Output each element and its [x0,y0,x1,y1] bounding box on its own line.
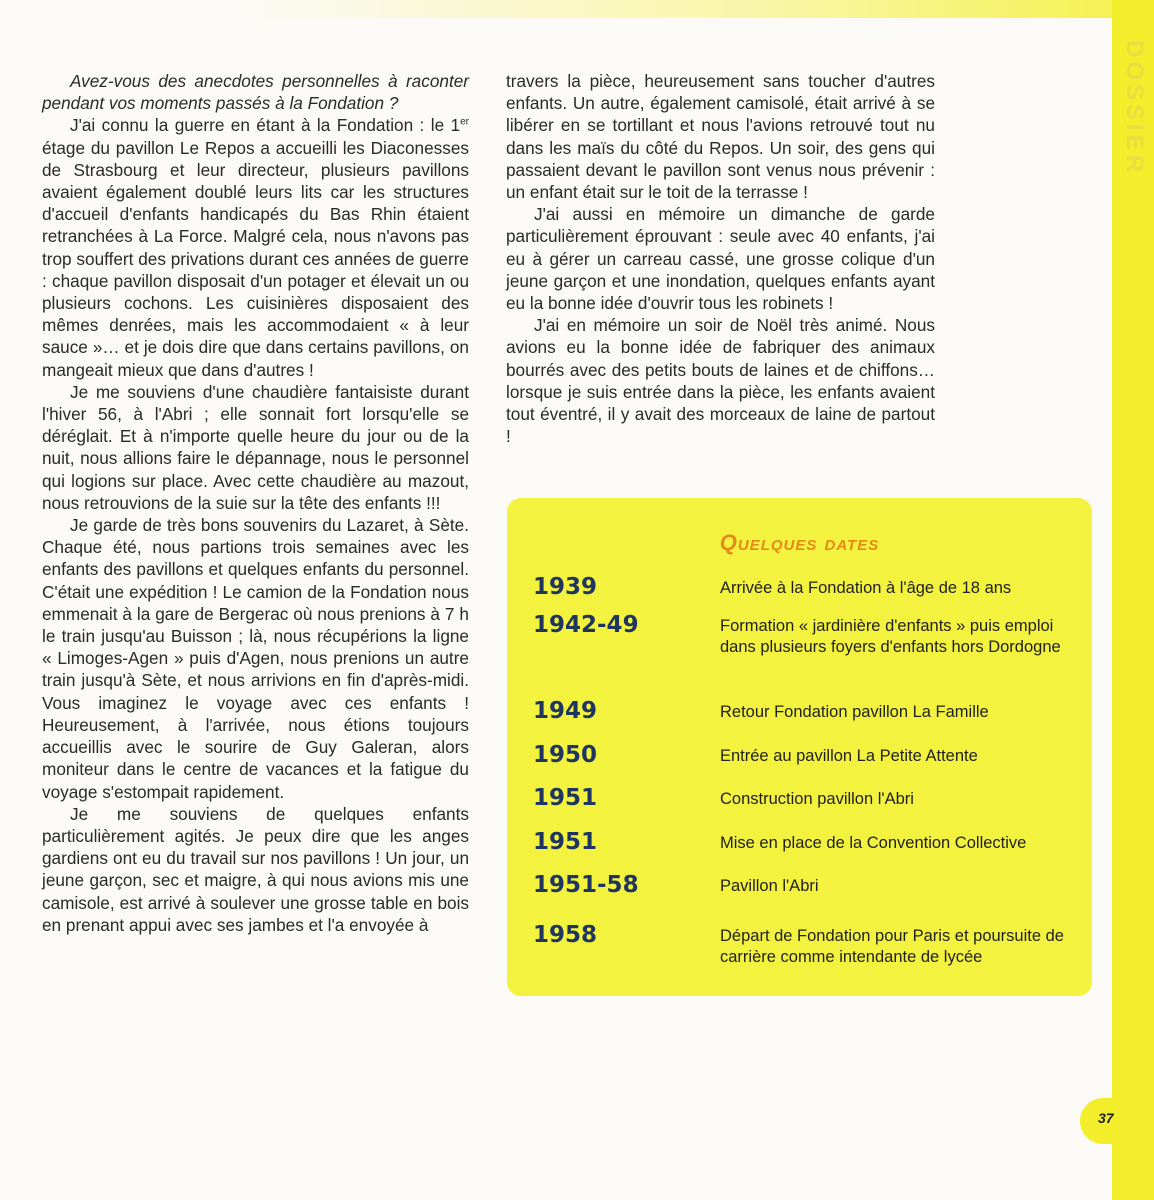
date-description: Pavillon l'Abri [720,877,819,895]
paragraph-war-rest: étage du pavillon Le Repos a accueilli les Diaconesses de Strasbourg et leur directeur, plusieurs pavillons avaient également doublé leurs lits car les structures d'accueil d'enfants handicapés du Bas Rhin étaient retranchées à La Force. Malgré cela, nous n'avons pas trop souffert des privations durant ces années de guerre : chaque pavillon disposait d'un potager et élevait un ou plusieurs cochons. Les cuisinières disposaient des mêmes denrées, mais les accommodaient « à leur sauce »… et je dois dire que dans certains pavillons, on mangeait mieux que dans d'autres ! [42,137,469,380]
paragraph-war [42,114,469,380]
date-description: Départ de Fondation pour Paris et poursuite de carrière comme intendante de lycée [720,927,1064,966]
date-year: 1950 [533,742,598,768]
paragraph-continuation: travers la pièce, heureusement sans toucher d'autres enfants. Un autre, également camisolé, était arrivé à se libérer en se tortillant et nous l'avions retrouvé tout nu dans les maïs du côté du Repos. Un soir, des gens qui passaient devant le pavillon sont venus nous prévenir : un enfant était sur le toit de la terrasse ! [506,71,935,203]
page-number-tab [1080,1098,1154,1144]
paragraph-sunday-guard: J'ai aussi en mémoire un dimanche de garde particulièrement éprouvant : seule avec 40 enfants, j'ai eu à gérer un carreau cassé, une grosse colique d'un jeune garçon et une inondation, quelques enfants ayant eu la bonne idée d'ouvrir tous les robinets ! [506,204,935,314]
date-description: Arrivée à la Fondation à l'âge de 18 ans [720,579,1012,597]
date-description: Mise en place de la Convention Collective [720,834,1027,852]
date-year: 1949 [533,698,598,724]
date-year: 1951 [533,829,598,855]
date-description: Construction pavillon l'Abri [720,790,914,808]
date-year: 1942-49 [533,612,639,638]
page-number: 37 [1098,1110,1114,1126]
paragraph-christmas: J'ai en mémoire un soir de Noël très animé. Nous avions eu la bonne idée de fabriquer des animaux bourrés avec des petits bouts de laines et de chiffons… lorsque je suis entrée dans la pièce, les enfants avaient tout éventré, il y avait des morceaux de laine de partout ! [506,315,935,447]
dates-box [507,498,1092,996]
dates-title: Quelques dates [719,530,880,555]
date-description: Retour Fondation pavillon La Famille [720,703,989,721]
date-description: Formation « jardinière d'enfants » puis emploi dans plusieurs foyers d'enfants hors Dordogne [720,617,1061,656]
interview-question: Avez-vous des anecdotes personnelles à raconter pendant vos moments passés à la Fondation ? [42,71,469,114]
date-year: 1939 [533,574,598,600]
paragraph-lazaret: Je garde de très bons souvenirs du Lazaret, à Sète. Chaque été, nous partions trois semaines avec les enfants des pavillons et quelques enfants du personnel. C'était une expédition ! Le camion de la Fondation nous emmenait à la gare de Bergerac où nous prenions à 7 h le train jusqu'au Buisson ; là, nous récupérions la ligne « Limoges-Agen » puis d'Agen, nous prenions un autre train jusqu'à Sète, et nous arrivions en fin d'après-midi. Vous imaginez le voyage avec ces enfants ! Heureusement, à l'arrivée, nous étions toujours accueillis avec le sourire de Guy Galeran, alors moniteur dans le centre de vacances et la fatigue du voyage s'estompait rapidement. [42,515,469,802]
left-text-column [42,70,469,936]
date-year: 1958 [533,922,598,948]
paragraph-war-start: J'ai connu la guerre en étant à la Fondation : le 1 [70,115,461,136]
right-text-column [506,70,935,447]
paragraph-agitated-children: Je me souviens de quelques enfants particulièrement agités. Je peux dire que les anges gardiens ont eu du travail sur nos pavillons ! Un jour, un jeune garçon, sec et maigre, à qui nous avions mis une camisole, est arrivé à soulever une grosse table en bois en prenant appui avec ses jambes et l'a envoyée à [42,803,469,935]
ordinal-suffix: er [460,116,469,128]
top-color-strip [0,0,1154,18]
paragraph-boiler: Je me souviens d'une chaudière fantaisiste durant l'hiver 56, à l'Abri ; elle sonnait fort lorsqu'elle se déréglait. Et à n'importe quelle heure du jour ou de la nuit, nous allions faire le dépannage, nous le personnel qui logions sur place. Avec cette chaudière au mazout, nous retrouvions de la suie sur la tête des enfants !!! [42,381,469,513]
date-description: Entrée au pavillon La Petite Attente [720,747,978,765]
date-year: 1951 [533,785,598,811]
date-year: 1951-58 [533,872,639,898]
section-label: DOSSIER [1121,40,1148,177]
